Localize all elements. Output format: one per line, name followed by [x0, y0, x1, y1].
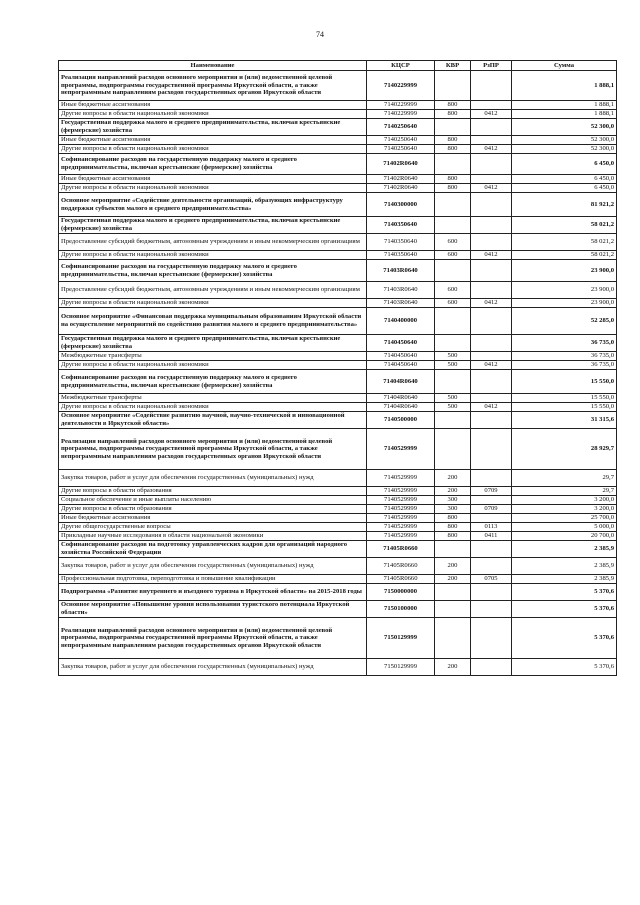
cell-name: Основное мероприятие «Повышение уровня использования туристского потенциала Иркутской области»	[59, 601, 367, 618]
table-row	[59, 110, 617, 119]
cell-name: Подпрограмма «Развитие внутреннего и въездного туризма в Иркутской области» на 2015-2018 годы	[59, 584, 367, 601]
cell-name: Предоставление субсидий бюджетным, автономным учреждениям и иным некоммерческим организациям	[59, 282, 367, 299]
cell-rzpr	[471, 470, 512, 487]
table-row	[59, 71, 617, 101]
cell-name: Софинансирование расходов на подготовку управленческих кадров для организаций народного хозяйства Российской Федерации	[59, 541, 367, 558]
cell-code: 71403R0640	[367, 299, 435, 308]
cell-code: 7140529999	[367, 496, 435, 505]
cell-kvr	[435, 412, 471, 429]
cell-kvr: 800	[435, 514, 471, 523]
cell-kvr	[435, 260, 471, 282]
cell-sum: 23 900,0	[512, 299, 617, 308]
cell-name: Реализация направлений расходов основного мероприятия и (или) ведомственной целевой программы, подпрограммы государственной программы Иркутской области, а также непрограммным направлениям расходов государственных органов Иркутской области	[59, 71, 367, 101]
cell-sum: 52 300,0	[512, 136, 617, 145]
cell-kvr: 800	[435, 523, 471, 532]
cell-rzpr	[471, 260, 512, 282]
cell-code: 7140250640	[367, 136, 435, 145]
cell-rzpr: 0705	[471, 575, 512, 584]
cell-sum: 36 735,0	[512, 335, 617, 352]
cell-name: Профессиональная подготовка, переподготовка и повышение квалификации	[59, 575, 367, 584]
cell-code: 71403R0640	[367, 282, 435, 299]
cell-sum: 23 900,0	[512, 282, 617, 299]
cell-sum: 6 450,0	[512, 175, 617, 184]
cell-name: Социальное обеспечение и иные выплаты населению	[59, 496, 367, 505]
table-row	[59, 119, 617, 136]
table-row	[59, 184, 617, 193]
cell-sum: 36 735,0	[512, 361, 617, 370]
cell-rzpr	[471, 370, 512, 394]
page-number: 74	[316, 30, 324, 39]
cell-sum: 5 000,0	[512, 523, 617, 532]
cell-kvr: 800	[435, 136, 471, 145]
cell-code: 7150129999	[367, 659, 435, 676]
cell-kvr	[435, 193, 471, 217]
cell-name: Основное мероприятие «Содействие деятельности организаций, образующих инфраструктуру поддержки субъектов малого и среднего предпринимательства»	[59, 193, 367, 217]
cell-code: 7140250640	[367, 119, 435, 136]
cell-code: 71404R0640	[367, 370, 435, 394]
cell-kvr: 300	[435, 496, 471, 505]
cell-rzpr	[471, 154, 512, 175]
cell-kvr: 200	[435, 575, 471, 584]
cell-sum: 3 200,0	[512, 496, 617, 505]
cell-code: 7140450640	[367, 352, 435, 361]
cell-sum: 52 285,0	[512, 308, 617, 335]
cell-sum: 5 370,6	[512, 659, 617, 676]
table-row	[59, 217, 617, 234]
cell-code: 71404R0640	[367, 394, 435, 403]
table-row	[59, 496, 617, 505]
cell-name: Иные бюджетные ассигнования	[59, 136, 367, 145]
cell-kvr	[435, 154, 471, 175]
cell-sum: 23 900,0	[512, 260, 617, 282]
table-row	[59, 412, 617, 429]
cell-sum: 81 921,2	[512, 193, 617, 217]
cell-kvr	[435, 71, 471, 101]
cell-rzpr	[471, 514, 512, 523]
cell-code: 7140450640	[367, 335, 435, 352]
cell-kvr: 800	[435, 184, 471, 193]
cell-name: Реализация направлений расходов основного мероприятия и (или) ведомственной целевой программы, подпрограммы государственной программы Иркутской области, а также непрограммным направлениям расходов государственных органов Иркутской области	[59, 618, 367, 659]
cell-rzpr	[471, 618, 512, 659]
table-row	[59, 335, 617, 352]
cell-name: Софинансирование расходов на государственную поддержку малого и среднего предпринимательства, включая крестьянские (фермерские) хозяйства	[59, 260, 367, 282]
cell-code: 71402R0640	[367, 154, 435, 175]
cell-name: Другие вопросы в области национальной экономики	[59, 299, 367, 308]
cell-kvr	[435, 119, 471, 136]
cell-kvr: 800	[435, 532, 471, 541]
table-row	[59, 403, 617, 412]
cell-kvr	[435, 308, 471, 335]
table-row	[59, 601, 617, 618]
cell-kvr: 500	[435, 352, 471, 361]
cell-rzpr: 0412	[471, 110, 512, 119]
cell-rzpr: 0412	[471, 184, 512, 193]
cell-name: Другие вопросы в области национальной экономики	[59, 184, 367, 193]
cell-sum: 28 929,7	[512, 429, 617, 470]
cell-rzpr	[471, 217, 512, 234]
cell-sum: 2 385,9	[512, 575, 617, 584]
cell-sum: 29,7	[512, 487, 617, 496]
cell-sum: 1 888,1	[512, 71, 617, 101]
table-row	[59, 575, 617, 584]
cell-name: Иные бюджетные ассигнования	[59, 101, 367, 110]
cell-code: 7140500000	[367, 412, 435, 429]
cell-rzpr	[471, 175, 512, 184]
cell-name: Основное мероприятие «Содействие развитию научной, научно-технической и инновационной деятельности в Иркутской области»	[59, 412, 367, 429]
cell-kvr	[435, 584, 471, 601]
cell-name: Закупка товаров, работ и услуг для обеспечения государственных (муниципальных) нужд	[59, 659, 367, 676]
table-header-row	[59, 61, 617, 71]
header-rzpr: РзПР	[471, 61, 512, 71]
cell-name: Государственная поддержка малого и среднего предпринимательства, включая крестьянские (фермерские) хозяйства	[59, 119, 367, 136]
cell-code: 7150000000	[367, 584, 435, 601]
cell-sum: 15 550,0	[512, 370, 617, 394]
cell-name: Другие общегосударственные вопросы	[59, 523, 367, 532]
cell-name: Софинансирование расходов на государственную поддержку малого и среднего предпринимательства, включая крестьянские (фермерские) хозяйства	[59, 154, 367, 175]
table-row	[59, 394, 617, 403]
table-row	[59, 175, 617, 184]
table-row	[59, 361, 617, 370]
cell-rzpr: 0412	[471, 251, 512, 260]
cell-rzpr	[471, 541, 512, 558]
cell-sum: 6 450,0	[512, 184, 617, 193]
cell-rzpr	[471, 193, 512, 217]
cell-code: 7140350640	[367, 251, 435, 260]
cell-sum: 6 450,0	[512, 154, 617, 175]
header-code: КЦСР	[367, 61, 435, 71]
cell-name: Другие вопросы в области национальной экономики	[59, 110, 367, 119]
cell-name: Иные бюджетные ассигнования	[59, 175, 367, 184]
table-row	[59, 558, 617, 575]
cell-name: Государственная поддержка малого и среднего предпринимательства, включая крестьянские (фермерские) хозяйства	[59, 217, 367, 234]
table-row	[59, 101, 617, 110]
cell-sum: 3 200,0	[512, 505, 617, 514]
cell-code: 7140529999	[367, 514, 435, 523]
cell-code: 71403R0640	[367, 260, 435, 282]
cell-name: Другие вопросы в области национальной экономики	[59, 361, 367, 370]
cell-kvr: 300	[435, 505, 471, 514]
cell-code: 7150100000	[367, 601, 435, 618]
budget-table	[58, 60, 617, 676]
cell-sum: 15 550,0	[512, 394, 617, 403]
cell-kvr	[435, 370, 471, 394]
cell-rzpr	[471, 496, 512, 505]
table-row	[59, 154, 617, 175]
cell-rzpr: 0709	[471, 505, 512, 514]
cell-name: Другие вопросы в области образования	[59, 487, 367, 496]
table-row	[59, 618, 617, 659]
cell-sum: 2 385,9	[512, 558, 617, 575]
cell-kvr: 800	[435, 145, 471, 154]
cell-code: 7140300000	[367, 193, 435, 217]
cell-code: 7140529999	[367, 487, 435, 496]
cell-kvr: 200	[435, 558, 471, 575]
cell-kvr: 600	[435, 251, 471, 260]
cell-kvr: 500	[435, 361, 471, 370]
cell-kvr: 800	[435, 101, 471, 110]
cell-sum: 52 300,0	[512, 145, 617, 154]
cell-code: 7140450640	[367, 361, 435, 370]
cell-rzpr	[471, 136, 512, 145]
table-body	[59, 71, 617, 676]
cell-kvr: 600	[435, 234, 471, 251]
table-row	[59, 308, 617, 335]
cell-sum: 29,7	[512, 470, 617, 487]
header-sum: Сумма	[512, 61, 617, 71]
cell-code: 7140350640	[367, 234, 435, 251]
cell-code: 71404R0640	[367, 403, 435, 412]
cell-code: 7140529999	[367, 470, 435, 487]
cell-rzpr	[471, 119, 512, 136]
cell-kvr: 200	[435, 659, 471, 676]
cell-kvr: 800	[435, 110, 471, 119]
cell-rzpr	[471, 429, 512, 470]
cell-sum: 5 370,6	[512, 618, 617, 659]
cell-name: Предоставление субсидий бюджетным, автономным учреждениям и иным некоммерческим организациям	[59, 234, 367, 251]
cell-kvr	[435, 217, 471, 234]
table-row	[59, 299, 617, 308]
table-row	[59, 584, 617, 601]
table-row	[59, 352, 617, 361]
cell-kvr	[435, 541, 471, 558]
cell-kvr: 500	[435, 394, 471, 403]
cell-rzpr	[471, 71, 512, 101]
cell-code: 7140229999	[367, 71, 435, 101]
cell-rzpr: 0709	[471, 487, 512, 496]
cell-sum: 2 385,9	[512, 541, 617, 558]
table-row	[59, 514, 617, 523]
cell-code: 71405R0660	[367, 558, 435, 575]
cell-name: Другие вопросы в области образования	[59, 505, 367, 514]
cell-code: 71402R0640	[367, 175, 435, 184]
cell-name: Софинансирование расходов на государственную поддержку малого и среднего предпринимательства, включая крестьянские (фермерские) хозяйства	[59, 370, 367, 394]
cell-code: 7140250640	[367, 145, 435, 154]
cell-rzpr: 0412	[471, 145, 512, 154]
table-row	[59, 532, 617, 541]
cell-name: Реализация направлений расходов основного мероприятия и (или) ведомственной целевой программы, подпрограммы государственной программы Иркутской области, а также непрограммным направлениям расходов государственных органов Иркутской области	[59, 429, 367, 470]
cell-rzpr: 0412	[471, 361, 512, 370]
cell-rzpr: 0412	[471, 403, 512, 412]
table-row	[59, 145, 617, 154]
table-row	[59, 282, 617, 299]
table-row	[59, 429, 617, 470]
table-row	[59, 260, 617, 282]
cell-rzpr	[471, 335, 512, 352]
cell-name: Основное мероприятие «Финансовая поддержка муниципальным образованиям Иркутской области на осуществление мероприятий по содействию развития малого и среднего предпринимательства»	[59, 308, 367, 335]
cell-sum: 58 021,2	[512, 217, 617, 234]
cell-sum: 1 888,1	[512, 110, 617, 119]
cell-kvr: 200	[435, 470, 471, 487]
cell-code: 7140529999	[367, 532, 435, 541]
cell-sum: 5 370,6	[512, 584, 617, 601]
table-row	[59, 505, 617, 514]
cell-name: Межбюджетные трансферты	[59, 394, 367, 403]
cell-rzpr	[471, 352, 512, 361]
cell-name: Прикладные научные исследования в области национальной экономики	[59, 532, 367, 541]
cell-name: Государственная поддержка малого и среднего предпринимательства, включая крестьянские (фермерские) хозяйства	[59, 335, 367, 352]
cell-code: 71402R0640	[367, 184, 435, 193]
cell-kvr: 200	[435, 487, 471, 496]
cell-sum: 15 550,0	[512, 403, 617, 412]
header-kvr: КВР	[435, 61, 471, 71]
table-row	[59, 193, 617, 217]
cell-sum: 25 700,0	[512, 514, 617, 523]
cell-code: 7140529999	[367, 523, 435, 532]
cell-kvr: 600	[435, 282, 471, 299]
cell-name: Другие вопросы в области национальной экономики	[59, 145, 367, 154]
cell-code: 7140400000	[367, 308, 435, 335]
cell-rzpr: 0113	[471, 523, 512, 532]
cell-sum: 20 700,0	[512, 532, 617, 541]
cell-name: Иные бюджетные ассигнования	[59, 514, 367, 523]
cell-rzpr	[471, 282, 512, 299]
table-row	[59, 370, 617, 394]
cell-rzpr	[471, 659, 512, 676]
cell-sum: 52 300,0	[512, 119, 617, 136]
cell-sum: 58 021,2	[512, 251, 617, 260]
cell-code: 7140529999	[367, 429, 435, 470]
cell-code: 7140229999	[367, 110, 435, 119]
cell-sum: 5 370,6	[512, 601, 617, 618]
cell-code: 7140229999	[367, 101, 435, 110]
table-row	[59, 487, 617, 496]
cell-rzpr: 0411	[471, 532, 512, 541]
cell-rzpr	[471, 412, 512, 429]
cell-kvr: 800	[435, 175, 471, 184]
cell-sum: 31 315,6	[512, 412, 617, 429]
table-row	[59, 234, 617, 251]
table-row	[59, 136, 617, 145]
cell-rzpr	[471, 601, 512, 618]
cell-rzpr	[471, 308, 512, 335]
cell-name: Межбюджетные трансферты	[59, 352, 367, 361]
cell-code: 7140529999	[367, 505, 435, 514]
cell-name: Закупка товаров, работ и услуг для обеспечения государственных (муниципальных) нужд	[59, 558, 367, 575]
cell-name: Закупка товаров, работ и услуг для обеспечения государственных (муниципальных) нужд	[59, 470, 367, 487]
cell-code: 7150129999	[367, 618, 435, 659]
cell-rzpr	[471, 558, 512, 575]
table-row	[59, 523, 617, 532]
table-row	[59, 470, 617, 487]
table-row	[59, 659, 617, 676]
cell-kvr	[435, 335, 471, 352]
cell-rzpr	[471, 101, 512, 110]
cell-name: Другие вопросы в области национальной экономики	[59, 403, 367, 412]
table-row	[59, 541, 617, 558]
cell-rzpr: 0412	[471, 299, 512, 308]
cell-name: Другие вопросы в области национальной экономики	[59, 251, 367, 260]
cell-kvr	[435, 618, 471, 659]
cell-sum: 36 735,0	[512, 352, 617, 361]
cell-code: 71405R0660	[367, 575, 435, 584]
cell-sum: 58 021,2	[512, 234, 617, 251]
cell-kvr	[435, 429, 471, 470]
cell-code: 7140350640	[367, 217, 435, 234]
cell-rzpr	[471, 234, 512, 251]
cell-sum: 1 888,1	[512, 101, 617, 110]
table-row	[59, 251, 617, 260]
cell-kvr	[435, 601, 471, 618]
header-name: Наименование	[59, 61, 367, 71]
cell-code: 71405R0660	[367, 541, 435, 558]
cell-rzpr	[471, 584, 512, 601]
cell-rzpr	[471, 394, 512, 403]
cell-kvr: 500	[435, 403, 471, 412]
cell-kvr: 600	[435, 299, 471, 308]
